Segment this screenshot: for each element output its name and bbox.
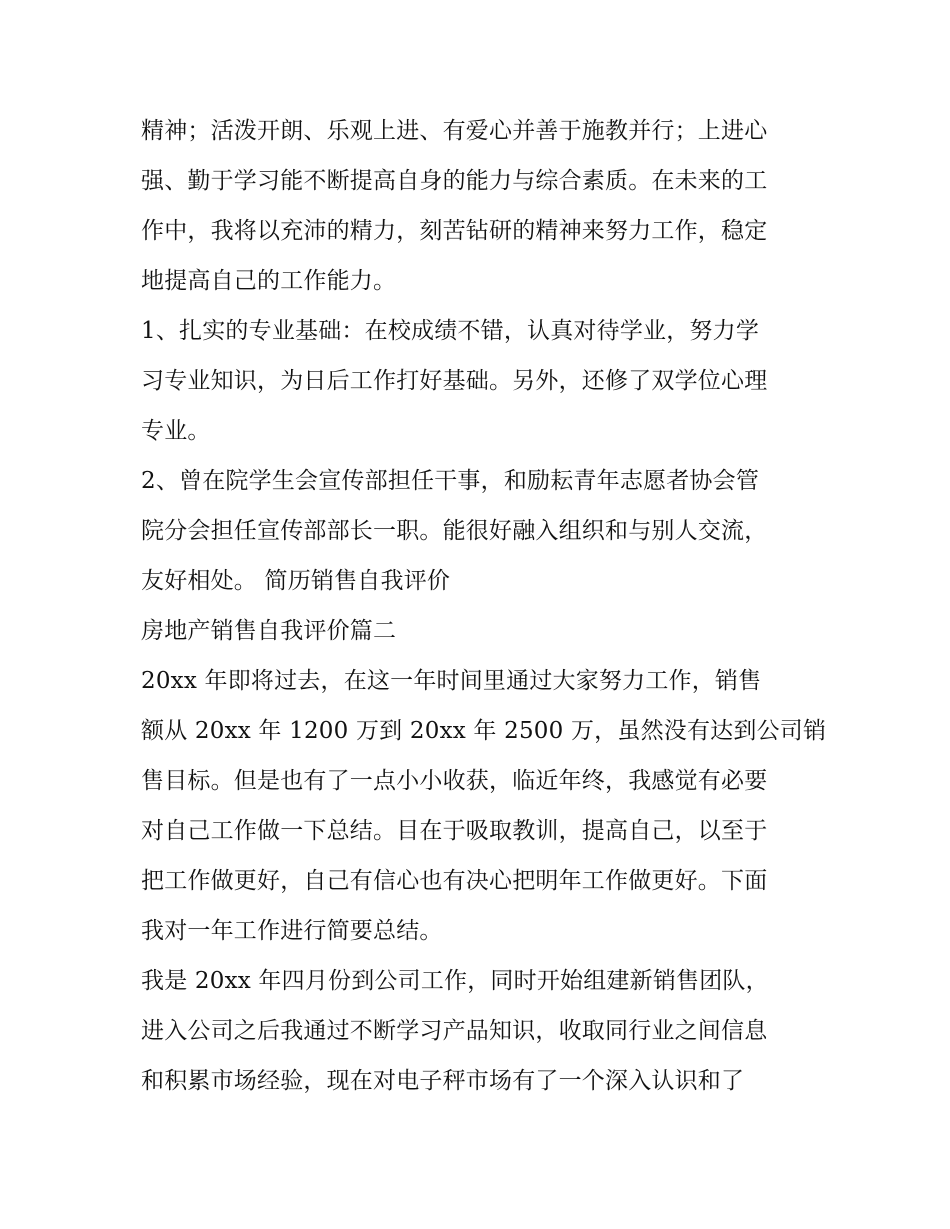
text-line: 售目标。但是也有了一点小小收获，临近年终，我感觉有必要 xyxy=(141,768,768,794)
document-body xyxy=(141,106,827,1106)
text-line: 院分会担任宣传部部长一职。能很好融入组织和与别人交流， xyxy=(141,518,768,544)
text-line: 对自己工作做一下总结。目在于吸取教训，提高自己，以至于 xyxy=(141,818,768,844)
text-line: 地提高自己的工作能力。 xyxy=(141,268,397,294)
text-line: 精神；活泼开朗、乐观上进、有爱心并善于施教并行；上进心 xyxy=(141,118,768,144)
text-line: 我是 20xx 年四月份到公司工作，同时开始组建新销售团队， xyxy=(141,968,769,994)
text-line: 和积累市场经验，现在对电子秤市场有了一个深入认识和了 xyxy=(141,1068,745,1094)
text-line: 我对一年工作进行简要总结。 xyxy=(141,918,443,944)
text-line: 20xx 年即将过去，在这一年时间里通过大家努力工作，销售 xyxy=(141,668,762,694)
text-line: 把工作做更好，自己有信心也有决心把明年工作做更好。下面 xyxy=(141,868,768,894)
text-line: 强、勤于学习能不断提高自身的能力与综合素质。在未来的工 xyxy=(141,168,768,194)
text-line: 专业。 xyxy=(141,418,211,444)
list-item-2: 2、曾在院学生会宣传部担任干事，和励耘青年志愿者协会管 xyxy=(141,468,760,494)
text-line: 额从 20xx 年 1200 万到 20xx 年 2500 万，虽然没有达到公司销 xyxy=(141,718,827,744)
section-heading: 房地产销售自我评价篇二 xyxy=(141,618,397,644)
list-item-1: 1、扎实的专业基础：在校成绩不错，认真对待学业，努力学 xyxy=(141,318,760,344)
text-line: 习专业知识，为日后工作打好基础。另外，还修了双学位心理 xyxy=(141,368,768,394)
text-line: 友好相处。 简历销售自我评价 xyxy=(141,568,451,594)
text-line: 进入公司之后我通过不断学习产品知识，收取同行业之间信息 xyxy=(141,1018,768,1044)
text-line: 作中，我将以充沛的精力，刻苦钻研的精神来努力工作，稳定 xyxy=(141,218,768,244)
